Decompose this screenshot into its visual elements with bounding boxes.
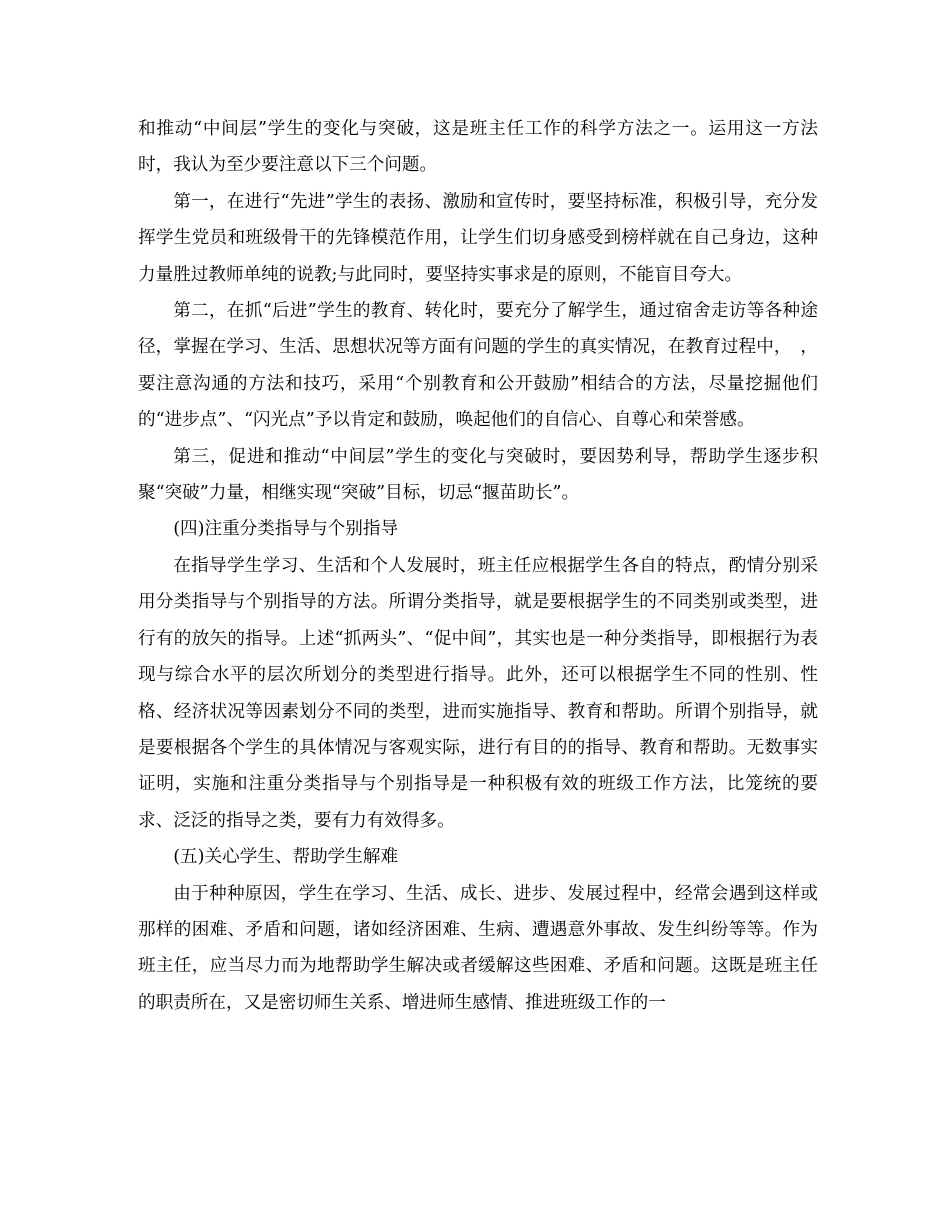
document-page	[138, 111, 818, 1021]
paragraph-intro: 和推动“中间层”学生的变化与突破，这是班主任工作的科学方法之一。运用这一方法时，我认为至少要注意以下三个问题。	[138, 119, 818, 176]
paragraph-classified-guidance: 在指导学生学习、生活和个人发展时，班主任应根据学生各自的特点，酌情分别采用分类指导与个别指导的方法。所谓分类指导，就是要根据学生的不同类别或类型，进行有的放矢的指导。上述“抓两头”、“促中间”，其实也是一种分类指导，即根据行为表现与综合水平的层次所划分的类型进行指导。此外，还可以根据学生不同的性别、性格、经济状况等因素划分不同的类型，进而实施指导、教育和帮助。所谓个别指导，就是要根据各个学生的具体情况与客观实际，进行有目的的指导、教育和帮助。无数事实证明，实施和注重分类指导与个别指导是一种积极有效的班级工作方法，比笼统的要求、泛泛的指导之类，要有力有效得多。	[138, 555, 818, 831]
section-heading-5: (五)关心学生、帮助学生解难	[173, 847, 399, 868]
section-heading-4: (四)注重分类指导与个别指导	[173, 519, 399, 540]
paragraph-third-point: 第三，促进和推动“中间层”学生的变化与突破时，要因势利导，帮助学生逐步积聚“突破”力量，相继实现“突破”目标，切忌“揠苗助长”。	[138, 446, 818, 504]
paragraph-second-point: 第二，在抓“后进”学生的教育、转化时，要充分了解学生，通过宿舍走访等各种途径，掌握在学习、生活、思想状况等方面有问题的学生的真实情况，在教育过程中， ，要注意沟通的方法和技巧，采用“个别教育和公开鼓励”相结合的方法，尽量挖掘他们的“进步点”、“闪光点”予以肯定和鼓励，唤起他们的自信心、自尊心和荣誉感。	[138, 301, 818, 431]
paragraph-care-students: 由于种种原因，学生在学习、生活、成长、进步、发展过程中，经常会遇到这样或那样的困难、矛盾和问题，诸如经济困难、生病、遭遇意外事故、发生纠纷等等。作为班主任，应当尽力而为地帮助学生解决或者缓解这些困难、矛盾和问题。这既是班主任的职责所在，又是密切师生关系、增进师生感情、推进班级工作的一	[138, 883, 818, 1013]
paragraph-first-point: 第一，在进行“先进”学生的表扬、激励和宣传时，要坚持标准，积极引导，充分发挥学生党员和班级骨干的先锋模范作用，让学生们切身感受到榜样就在自己身边，这种力量胜过教师单纯的说教;与此同时，要坚持实事求是的原则，不能盲目夸大。	[138, 191, 818, 285]
